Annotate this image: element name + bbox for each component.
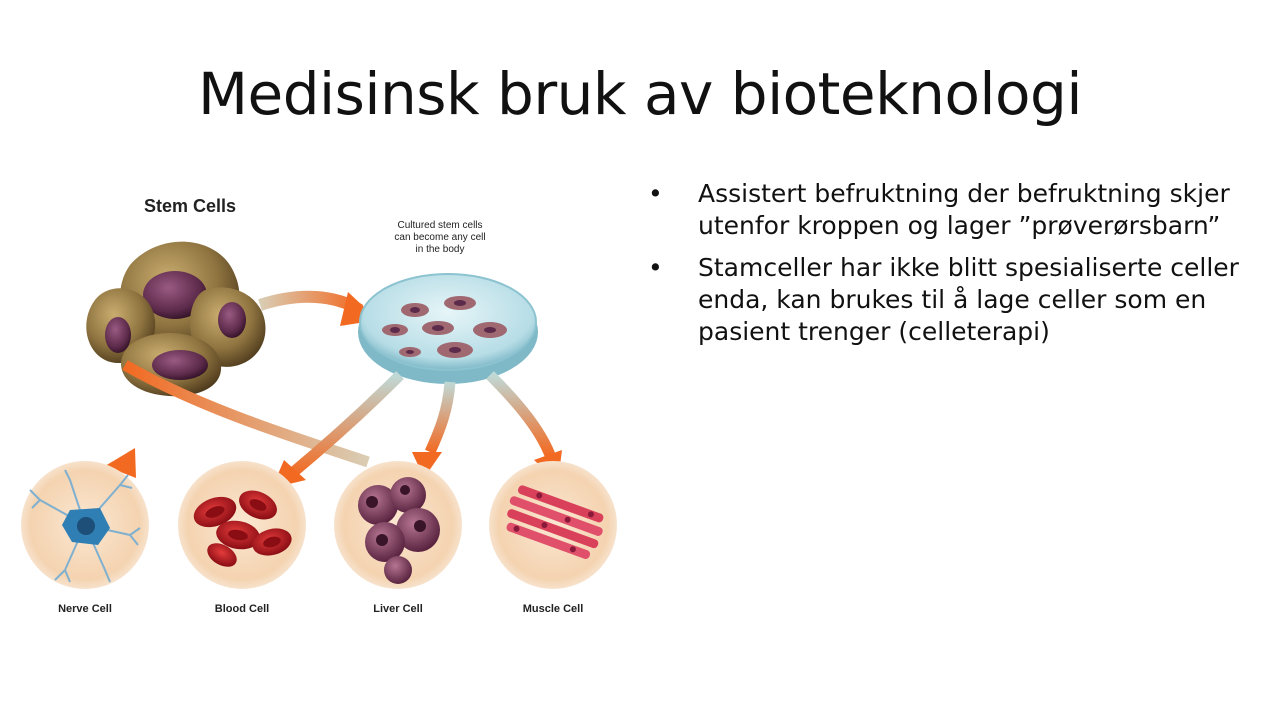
bullet-text: Stamceller har ikke blitt spesialiserte celler enda, kan brukes til å lage celler som en pasient trenger (celleterapi) — [698, 253, 1239, 346]
bullet-item — [648, 252, 1268, 348]
cultured-label-line-3: in the body — [415, 244, 465, 255]
stem-cell-diagram — [10, 170, 630, 630]
nerve-cell-figure — [21, 461, 149, 589]
petri-dish — [358, 274, 538, 384]
stem-cells-label: Stem Cells — [143, 196, 237, 216]
muscle-cell-figure — [489, 461, 617, 589]
stem-cells-cluster — [86, 242, 265, 397]
bullet-item — [648, 178, 1268, 242]
liver-cell-figure — [334, 461, 462, 589]
cell-label-muscle: Muscle Cell — [522, 603, 584, 615]
bullet-marker: • — [648, 179, 663, 208]
stem-cell-illustration — [10, 170, 630, 630]
cultured-label — [394, 220, 485, 255]
blood-cell-figure — [178, 461, 306, 589]
cultured-label-line-2: can become any cell — [394, 232, 486, 243]
cultured-label-line-1: Cultured stem cells — [397, 220, 483, 231]
cell-label-nerve: Nerve Cell — [58, 603, 112, 615]
slide-title: Medisinsk bruk av bioteknologi — [198, 60, 1082, 128]
bullet-text: Assistert befruktning der befruktning skjer utenfor kroppen og lager ”prøverørsbarn” — [698, 179, 1230, 240]
bullet-list — [648, 178, 1268, 358]
cell-label-liver: Liver Cell — [373, 603, 423, 615]
bullet-marker: • — [648, 253, 663, 282]
cell-label-blood: Blood Cell — [214, 603, 270, 615]
